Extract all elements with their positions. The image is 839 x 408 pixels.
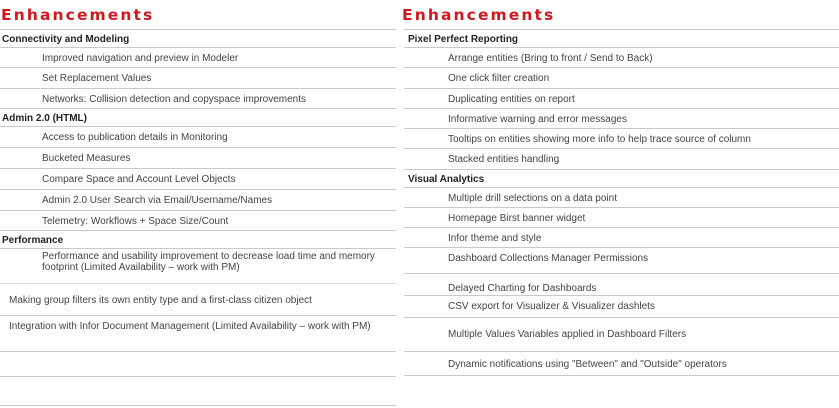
- list-item: [0, 67, 396, 88]
- list-item: [404, 247, 839, 273]
- section-row: [0, 29, 396, 47]
- item-text: Tooltips on entities showing more info to help trace source of column: [448, 134, 751, 145]
- list-item: [0, 88, 396, 108]
- list-item: [404, 128, 839, 148]
- list-item: [404, 207, 839, 227]
- item-text: Compare Space and Account Level Objects: [42, 174, 236, 185]
- item-text: One click filter creation: [448, 73, 550, 84]
- list-item: [0, 168, 396, 189]
- list-item: [404, 351, 839, 376]
- list-item: [404, 295, 839, 317]
- item-text: Bucketed Measures: [42, 153, 131, 164]
- item-text: Dashboard Collections Manager Permissions: [448, 253, 649, 264]
- section-row: [0, 108, 396, 126]
- item-text: CSV export for Visualizer & Visualizer dashlets: [448, 301, 655, 312]
- item-text: Performance and usability improvement to decrease load time and memory footprint (Limited Availability – work with PM): [42, 251, 375, 273]
- item-text: Multiple drill selections on a data point: [448, 193, 617, 204]
- item-text: Improved navigation and preview in Modeler: [42, 53, 239, 64]
- list-item: [0, 47, 396, 67]
- list-item: [404, 67, 839, 88]
- section-title: Visual Analytics: [408, 174, 485, 185]
- item-text: Homepage Birst banner widget: [448, 213, 586, 224]
- item-text: Dynamic notifications using "Between" and "Outside" operators: [448, 359, 727, 370]
- blank-row: [0, 376, 396, 406]
- item-text: Delayed Charting for Dashboards: [448, 283, 597, 294]
- list-item: [0, 147, 396, 168]
- right-heading: Enhancements: [402, 6, 556, 24]
- list-item: [0, 189, 396, 210]
- item-text: Informative warning and error messages: [448, 114, 627, 125]
- list-item: [0, 315, 396, 351]
- item-text: Networks: Collision detection and copyspace improvements: [42, 94, 307, 105]
- list-item: [404, 187, 839, 207]
- item-text: Telemetry: Workflows + Space Size/Count: [42, 216, 229, 227]
- list-item: [404, 148, 839, 169]
- list-item: [0, 248, 396, 283]
- list-item: [404, 227, 839, 247]
- item-text: Access to publication details in Monitoring: [42, 132, 228, 143]
- section-title: Pixel Perfect Reporting: [408, 34, 519, 45]
- list-item: [404, 273, 839, 295]
- item-text: Stacked entities handling: [448, 154, 560, 165]
- item-text: Duplicating entities on report: [448, 94, 575, 105]
- item-text: Set Replacement Values: [42, 73, 152, 84]
- list-item: [404, 317, 839, 351]
- item-text: Integration with Infor Document Management (Limited Availability – work with PM): [9, 321, 371, 332]
- item-text: Arrange entities (Bring to front / Send to Back): [448, 53, 653, 64]
- item-text: Multiple Values Variables applied in Dashboard Filters: [448, 329, 687, 340]
- section-title: Connectivity and Modeling: [2, 34, 130, 45]
- list-item: [0, 210, 396, 230]
- section-title: Admin 2.0 (HTML): [2, 113, 87, 124]
- list-item: [404, 108, 839, 128]
- list-item: [404, 47, 839, 67]
- item-text: Infor theme and style: [448, 233, 542, 244]
- section-row: [0, 230, 396, 248]
- list-item: [404, 88, 839, 108]
- list-item: [0, 283, 396, 315]
- list-item: [0, 126, 396, 147]
- left-heading: Enhancements: [1, 6, 155, 24]
- blank-row: [0, 351, 396, 376]
- section-row: [404, 29, 839, 47]
- item-text: Making group filters its own entity type and a first-class citizen object: [9, 295, 312, 306]
- section-row: [404, 169, 839, 187]
- item-text: Admin 2.0 User Search via Email/Username/Names: [42, 195, 273, 206]
- section-title: Performance: [2, 235, 64, 246]
